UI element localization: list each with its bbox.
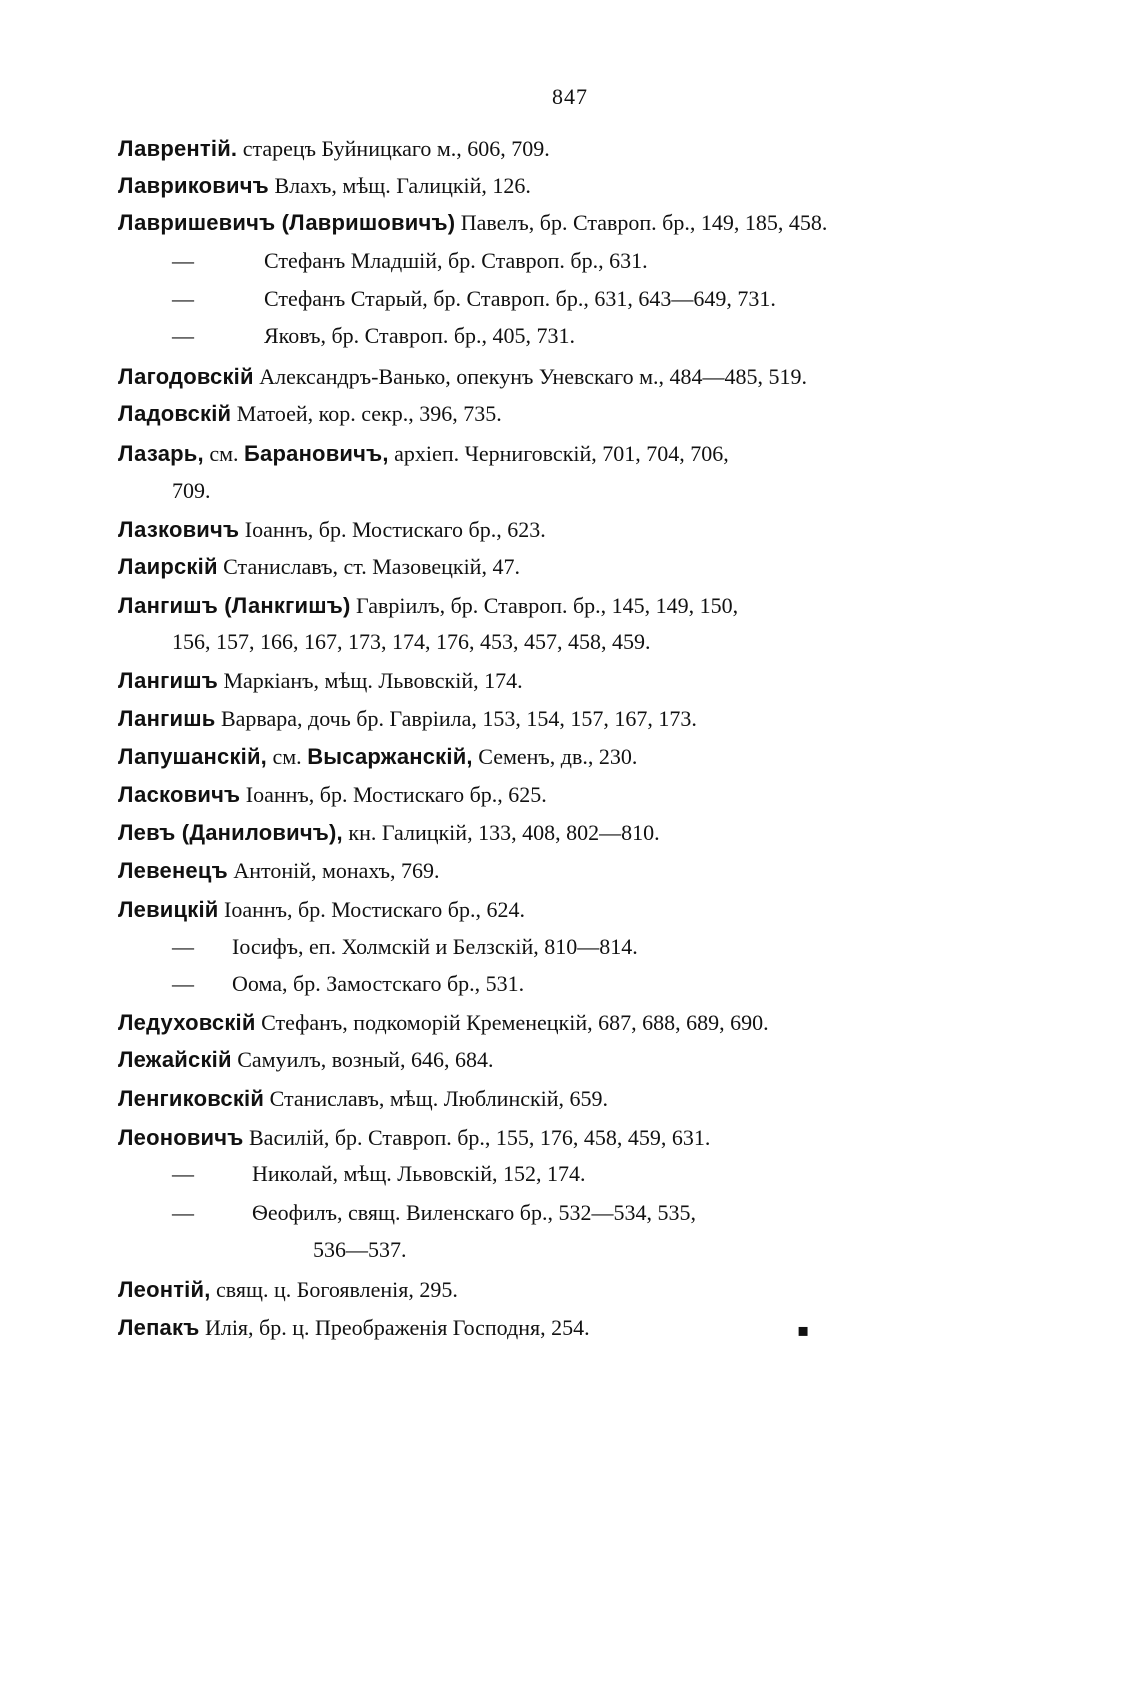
index-entry	[118, 743, 637, 771]
index-entry	[172, 247, 648, 275]
index-entry	[118, 1276, 458, 1304]
entry-text: Станиславъ, мѣщ. Люблинскій, 659.	[264, 1086, 609, 1111]
entry-headword: Лазарь,	[118, 441, 204, 466]
entry-dash: —	[172, 1161, 194, 1186]
index-entry	[118, 705, 697, 733]
entry-text: Николай, мѣщ. Львовскій, 152, 174.	[252, 1161, 586, 1186]
entry-text-secondary: архіеп. Черниговскій, 701, 704, 706,	[388, 441, 729, 466]
entry-text: Гавріилъ, бр. Ставроп. бр., 145, 149, 150,	[350, 593, 739, 618]
index-entry	[172, 1160, 586, 1188]
entry-headword: Лаврентій.	[118, 136, 238, 161]
entry-text: Антоній, монахъ, 769.	[227, 858, 440, 883]
entry-headword: Ленгиковскій	[118, 1086, 265, 1111]
index-entry	[118, 363, 807, 391]
entry-headword-secondary: Высаржанскій,	[307, 744, 473, 769]
entry-headword: Левицкій	[118, 897, 219, 922]
index-entry	[118, 1124, 710, 1152]
entry-text: Іоаннъ, бр. Мостискаго бр., 624.	[218, 897, 525, 922]
entry-text: Ѳеофилъ, свящ. Виленскаго бр., 532—534, 535,	[252, 1200, 696, 1225]
entry-text: Оома, бр. Замостскаго бр., 531.	[232, 971, 525, 996]
entry-headword: Лапушанскій,	[118, 744, 267, 769]
entry-text: Яковъ, бр. Ставроп. бр., 405, 731.	[264, 323, 576, 348]
entry-headword-secondary: Барановичъ,	[244, 441, 389, 466]
index-entry-continuation	[172, 477, 211, 505]
index-entry	[118, 667, 523, 695]
entry-headword: Лагодовскій	[118, 364, 254, 389]
entry-headword: Лавришевичъ (Лавришовичъ)	[118, 210, 456, 235]
index-entry-continuation	[313, 1236, 407, 1264]
entry-headword: Лепакъ	[118, 1315, 200, 1340]
entry-headword: Ледуховскій	[118, 1010, 256, 1035]
entry-headword: Леоновичъ	[118, 1125, 244, 1150]
entry-text: Стефанъ Младшій, бр. Ставроп. бр., 631.	[264, 248, 648, 273]
index-entry	[118, 781, 547, 809]
entry-headword: Лежайскій	[118, 1047, 232, 1072]
entry-headword: Лазковичъ	[118, 517, 240, 542]
entry-text: Стефанъ, подкоморій Кременецкій, 687, 688, 689, 690.	[255, 1010, 769, 1035]
index-entry	[172, 970, 524, 998]
entry-text: свящ. ц. Богоявленія, 295.	[210, 1277, 458, 1302]
entry-text: см.	[267, 744, 308, 769]
entry-dash: —	[172, 286, 194, 311]
entry-dash: —	[172, 248, 194, 273]
index-entry	[118, 1009, 769, 1037]
entry-headword: Лангишь	[118, 706, 216, 731]
entry-headword: Ладовскій	[118, 401, 232, 426]
page-number: 847	[552, 84, 588, 109]
entry-headword: Лангишъ (Ланкгишъ)	[118, 593, 351, 618]
index-entry	[172, 933, 638, 961]
index-entry	[118, 135, 550, 163]
entry-text: Іоаннъ, бр. Мостискаго бр., 623.	[239, 517, 546, 542]
entry-text: Самуилъ, возный, 646, 684.	[231, 1047, 494, 1072]
entry-dash: —	[172, 1200, 194, 1225]
entry-headword: Левенецъ	[118, 858, 228, 883]
index-entry	[118, 857, 439, 885]
entry-headword: Левъ (Даниловичъ),	[118, 820, 343, 845]
index-entry	[118, 1314, 590, 1342]
entry-text: Александръ-Ванько, опекунъ Уневскаго м., 484—485, 519.	[253, 364, 808, 389]
entry-text: Василій, бр. Ставроп. бр., 155, 176, 458, 459, 631.	[243, 1125, 711, 1150]
index-entry	[118, 209, 827, 237]
entry-text: старецъ Буйницкаго м., 606, 709.	[237, 136, 550, 161]
entry-headword: Лаирскій	[118, 554, 218, 579]
index-entry	[172, 285, 776, 313]
index-entry	[118, 819, 660, 847]
entry-text: Іоаннъ, бр. Мостискаго бр., 625.	[240, 782, 547, 807]
index-entry	[118, 172, 531, 200]
entry-dash: —	[172, 934, 194, 959]
index-entry	[118, 896, 525, 924]
entry-headword: Леонтій,	[118, 1277, 211, 1302]
index-entry	[118, 1085, 608, 1113]
entry-text: Матоей, кор. секр., 396, 735.	[231, 401, 502, 426]
entry-text: Маркіанъ, мѣщ. Львовскій, 174.	[217, 668, 523, 693]
entry-text: 156, 157, 166, 167, 173, 174, 176, 453, 457, 458, 459.	[172, 629, 651, 654]
entry-text: Павелъ, бр. Ставроп. бр., 149, 185, 458.	[455, 210, 828, 235]
index-entry	[172, 322, 575, 350]
entry-text: Варвара, дочь бр. Гавріила, 153, 154, 157, 167, 173.	[215, 706, 697, 731]
entry-headword: Ласковичъ	[118, 782, 241, 807]
index-entry	[118, 553, 520, 581]
entry-text: Іосифъ, еп. Холмскій и Белзскій, 810—814.	[232, 934, 638, 959]
index-entry	[118, 592, 738, 620]
index-entry-continuation	[172, 628, 651, 656]
entry-text: Станиславъ, ст. Мазовецкій, 47.	[217, 554, 520, 579]
index-entry	[172, 1199, 696, 1227]
entry-dash: —	[172, 971, 194, 996]
entry-text: Стефанъ Старый, бр. Ставроп. бр., 631, 643—649, 731.	[264, 286, 776, 311]
entry-text: 709.	[172, 478, 211, 503]
entry-text: кн. Галицкій, 133, 408, 802—810.	[342, 820, 660, 845]
entry-text: см.	[203, 441, 245, 466]
entry-text: 536—537.	[313, 1237, 407, 1262]
scan-speck: ▪	[797, 1320, 810, 1341]
entry-text: Илія, бр. ц. Преображенія Господня, 254.	[199, 1315, 590, 1340]
entry-headword: Лангишъ	[118, 668, 218, 693]
index-entry	[118, 1046, 493, 1074]
entry-text: Влахъ, мѣщ. Галицкій, 126.	[268, 173, 531, 198]
index-entry	[118, 400, 502, 428]
entry-headword: Лавриковичъ	[118, 173, 269, 198]
index-entry	[118, 516, 546, 544]
index-entry	[118, 440, 729, 468]
entry-text-secondary: Семенъ, дв., 230.	[472, 744, 638, 769]
entry-dash: —	[172, 323, 194, 348]
